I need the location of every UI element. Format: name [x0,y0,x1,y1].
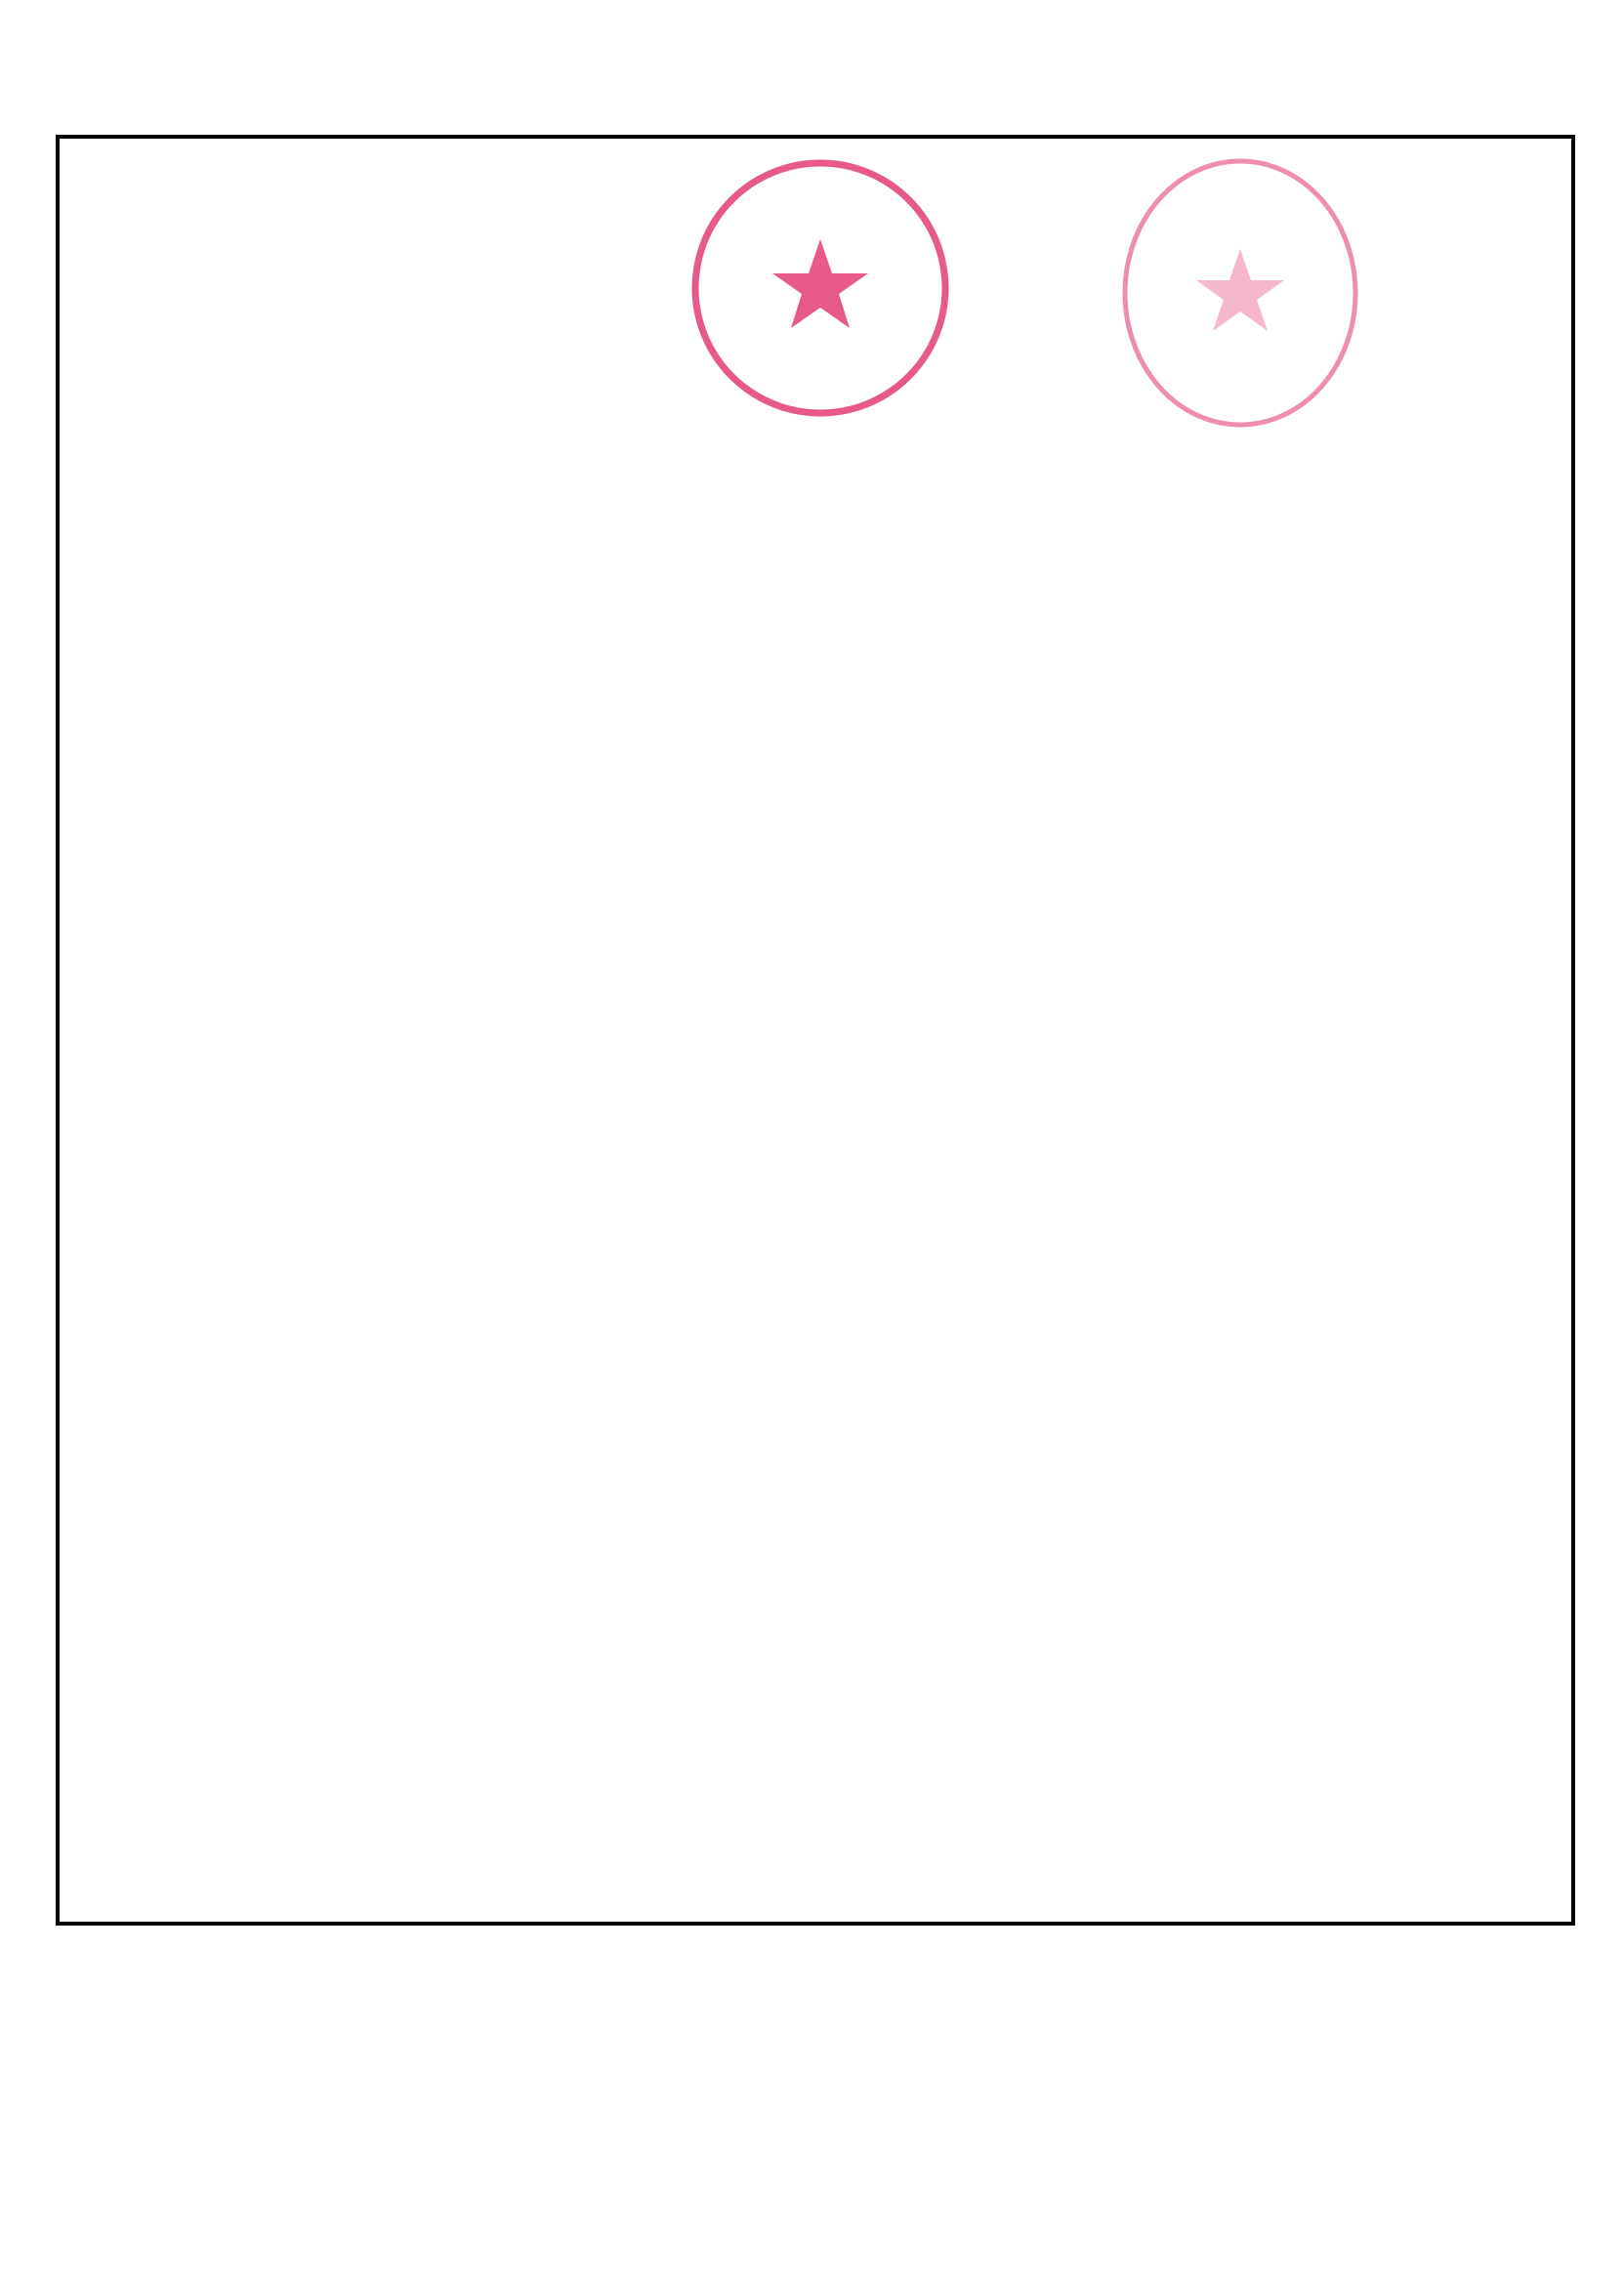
appendix-table [56,135,1575,1926]
